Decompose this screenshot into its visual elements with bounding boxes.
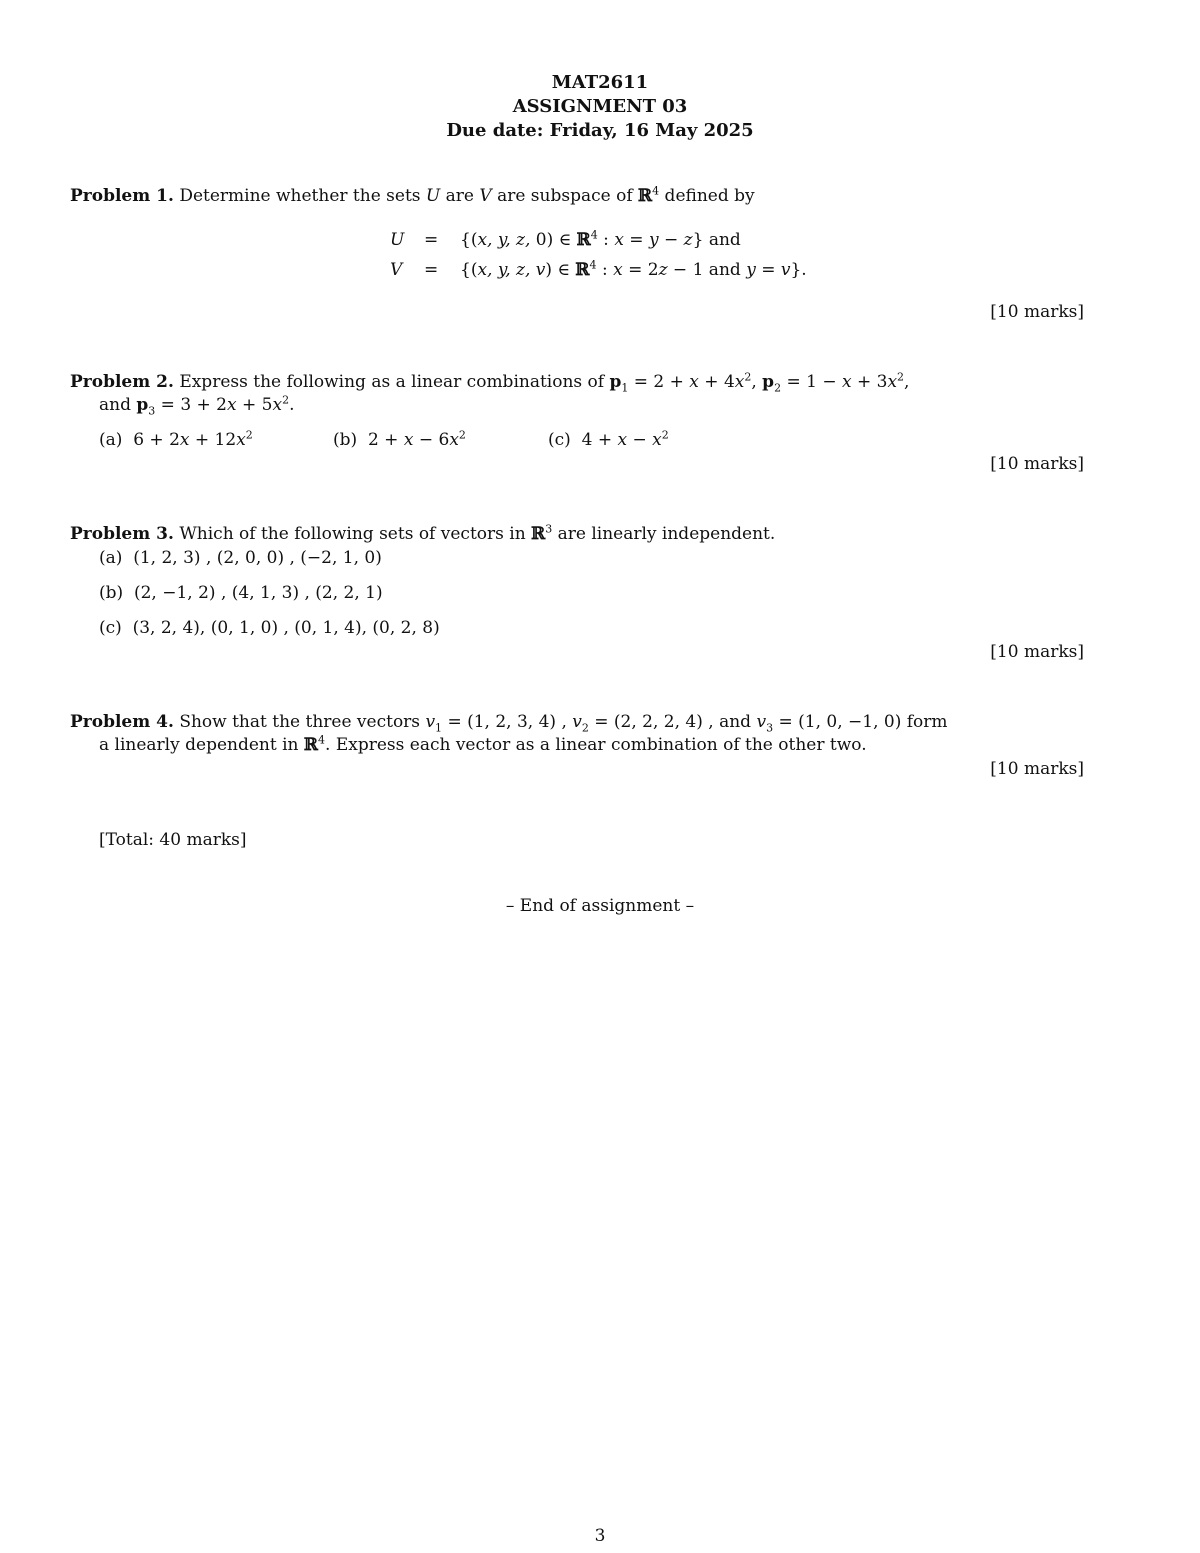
problem-2-part-b: (b) $2 + x - 6x^2$ (333, 428, 466, 450)
problem-3-label: Problem 3. (70, 524, 174, 544)
problem-2-line2: and $p_3 = 3 + 2x + 5x^2$. (99, 393, 295, 418)
part-tag: (a) (99, 430, 123, 450)
set-v-eq: = (424, 260, 439, 280)
problem-2-label: Problem 2. (70, 372, 174, 392)
problem-2-part-a: (a) $6 + 2x + 12x^2$ (99, 428, 253, 450)
problem-3-heading (70, 524, 775, 544)
part-expr: (2, −1, 2) , (4, 1, 3) , (2, 2, 1) (133, 583, 383, 603)
page-number: 3 (594, 1526, 606, 1546)
set-v-definition: {(x, y, z, v) ∈ ℝ$^4$ : x = 2z − 1 and y = v}. (460, 258, 807, 280)
part-tag: (c) (99, 618, 122, 638)
problem-1-heading (70, 186, 755, 206)
problem-3-text: Which of the following sets of vectors in ℝ$^3$ are linearly independent. (179, 522, 776, 544)
part-tag: (b) (99, 583, 124, 603)
problem-3-marks: [10 marks] (990, 642, 1084, 662)
total-marks: [Total: 40 marks] (99, 830, 247, 850)
problem-4-line1: Show that the three vectors $v_1 = (1$, 2, 3, 4) , $v_2 = (2$, 2, 2, 4) , and $v_3 = (1$, 0, −1, 0) form (179, 712, 948, 735)
problem-2-line1: Express the following as a linear combinations of $p_1 = 2 + x + 4x^2$, $p_2 = 1 - x + 3x^2$, (179, 370, 910, 395)
problem-2-part-c: (c) $4 + x - x^2$ (548, 428, 669, 450)
part-tag: (c) (548, 430, 571, 450)
problem-2-marks: [10 marks] (990, 454, 1084, 474)
set-u-eq: = (424, 230, 439, 250)
problem-2-heading (70, 370, 910, 395)
problem-1-label: Problem 1. (70, 186, 174, 206)
problem-1-marks: [10 marks] (990, 302, 1084, 322)
end-of-assignment: – End of assignment – (505, 896, 695, 916)
part-tag: (b) (333, 430, 358, 450)
problem-4-line2: a linearly dependent in ℝ$^4$. Express each vector as a linear combination of the other two. (99, 733, 867, 755)
problem-4-heading (70, 712, 948, 735)
problem-4-label: Problem 4. (70, 712, 174, 732)
assignment-title: ASSIGNMENT 03 (512, 96, 688, 117)
set-u-lhs: U (390, 230, 405, 250)
part-expr: (3, 2, 4), (0, 1, 0) , (0, 1, 4), (0, 2, 8) (132, 618, 440, 638)
problem-1-text: Determine whether the sets U are V are subspace of ℝ$^4$ defined by (179, 184, 755, 206)
part-expr: (1, 2, 3) , (2, 0, 0) , (−2, 1, 0) (133, 548, 382, 568)
set-v-lhs: V (390, 260, 403, 280)
problem-3-part-a (99, 548, 382, 568)
part-tag: (a) (99, 548, 123, 568)
due-date: Due date: Friday, 16 May 2025 (446, 120, 754, 141)
problem-4-marks: [10 marks] (990, 759, 1084, 779)
set-u-definition: {(x, y, z, 0) ∈ ℝ$^4$ : x = y − z} and (460, 228, 741, 250)
problem-3-part-b (99, 583, 383, 603)
course-code: MAT2611 (551, 72, 649, 93)
problem-3-part-c (99, 618, 440, 638)
